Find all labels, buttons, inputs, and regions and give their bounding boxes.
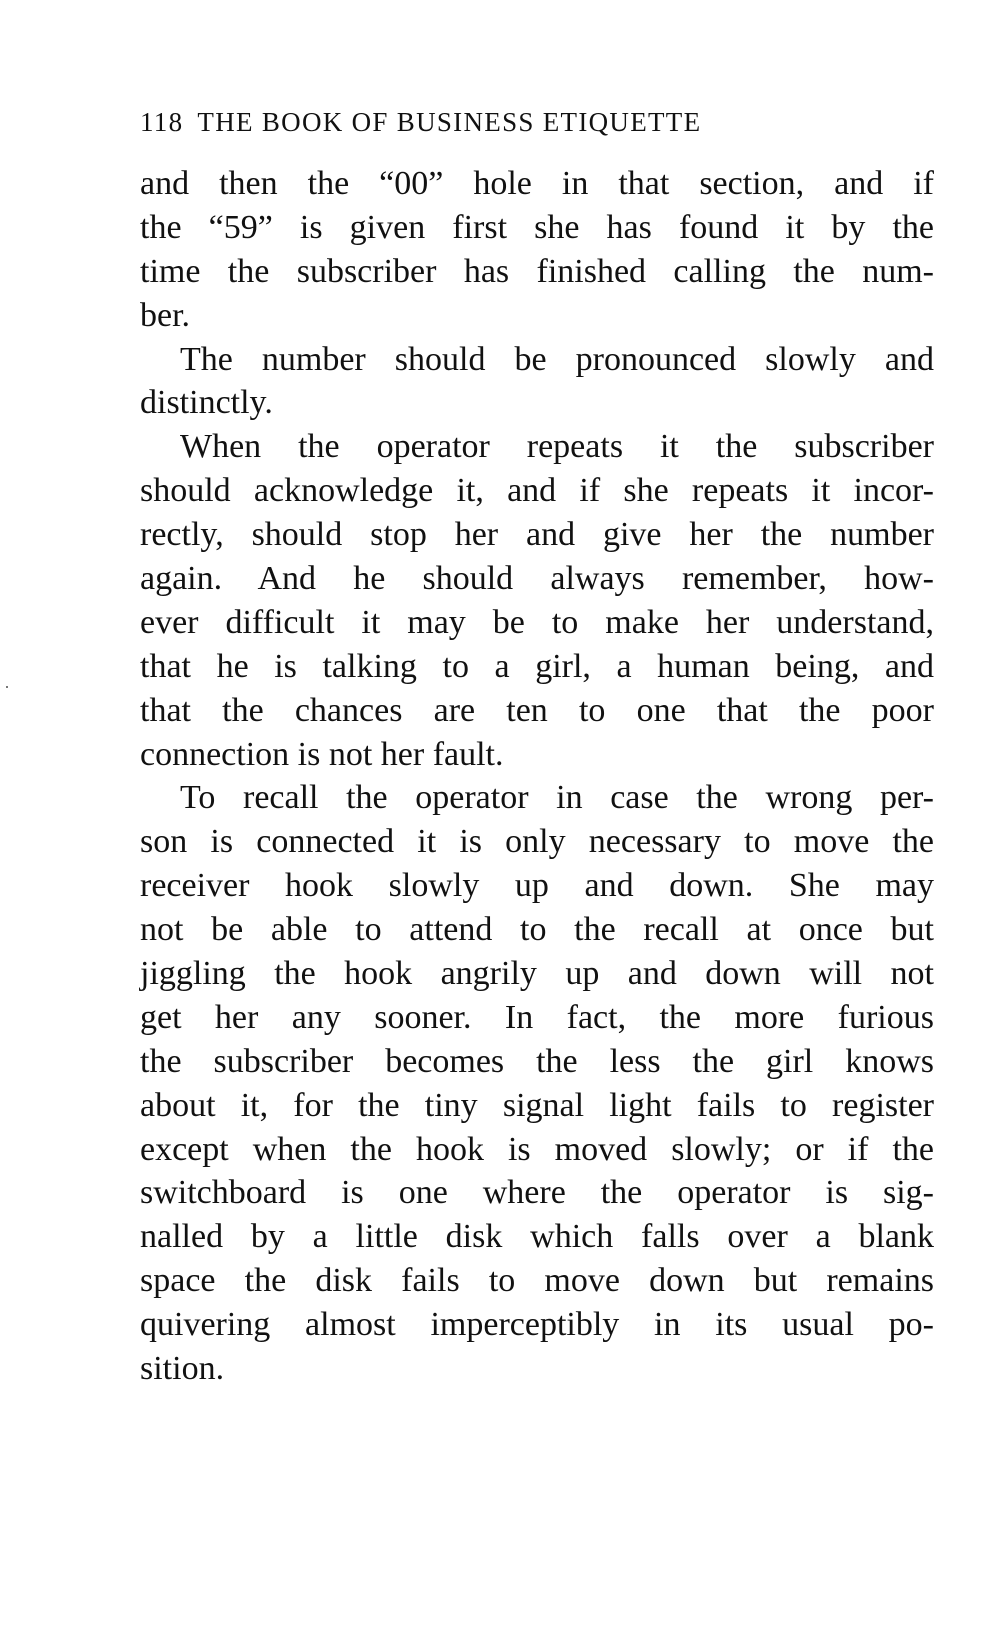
text-line: and then the “00” hole in that section, and if — [140, 165, 934, 202]
text-line: again. And he should always remember, how- — [140, 560, 934, 598]
text-line: the subscriber becomes the less the girl knows — [140, 1042, 934, 1080]
page-number: 118 — [140, 107, 184, 137]
text-line: space the disk fails to move down but remains — [140, 1262, 934, 1300]
text-line: jiggling the hook angrily up and down will not — [140, 955, 934, 993]
text-line: When the operator repeats it the subscriber — [180, 428, 934, 466]
text-line: distinctly. — [140, 384, 273, 422]
body-text — [140, 162, 934, 1391]
text-line: get her any sooner. In fact, the more furious — [140, 998, 934, 1036]
text-line: should acknowledge it, and if she repeats it incor- — [140, 472, 934, 510]
text-line: The number should be pronounced slowly and — [180, 340, 934, 378]
text-line: switchboard is one where the operator is sig- — [140, 1174, 934, 1212]
text-line: connection is not her fault. — [140, 735, 504, 773]
text-line: not be able to attend to the recall at once but — [140, 911, 934, 949]
book-title: THE BOOK OF BUSINESS ETIQUETTE — [197, 107, 702, 137]
scan-speck — [6, 686, 8, 688]
text-line: about it, for the tiny signal light fails to register — [140, 1086, 934, 1124]
running-head — [140, 104, 900, 140]
text-line: quivering almost imperceptibly in its usual po- — [140, 1306, 934, 1344]
text-line: that the chances are ten to one that the poor — [140, 691, 934, 729]
text-line: ever difficult it may be to make her understand, — [140, 603, 934, 641]
text-line: that he is talking to a girl, a human being, and — [140, 647, 934, 685]
text-line: rectly, should stop her and give her the number — [140, 516, 934, 554]
text-line: ber. — [140, 296, 191, 334]
text-line: sition. — [140, 1350, 225, 1388]
text-line: receiver hook slowly up and down. She may — [140, 867, 934, 905]
text-line: nalled by a little disk which falls over a blank — [140, 1218, 934, 1256]
text-line: except when the hook is moved slowly; or if the — [140, 1130, 934, 1168]
text-line: To recall the operator in case the wrong per- — [180, 779, 934, 817]
text-line: the “59” is given first she has found it by the — [140, 208, 934, 246]
text-line: son is connected it is only necessary to move the — [140, 823, 934, 861]
text-line: time the subscriber has finished calling the num- — [140, 252, 934, 290]
